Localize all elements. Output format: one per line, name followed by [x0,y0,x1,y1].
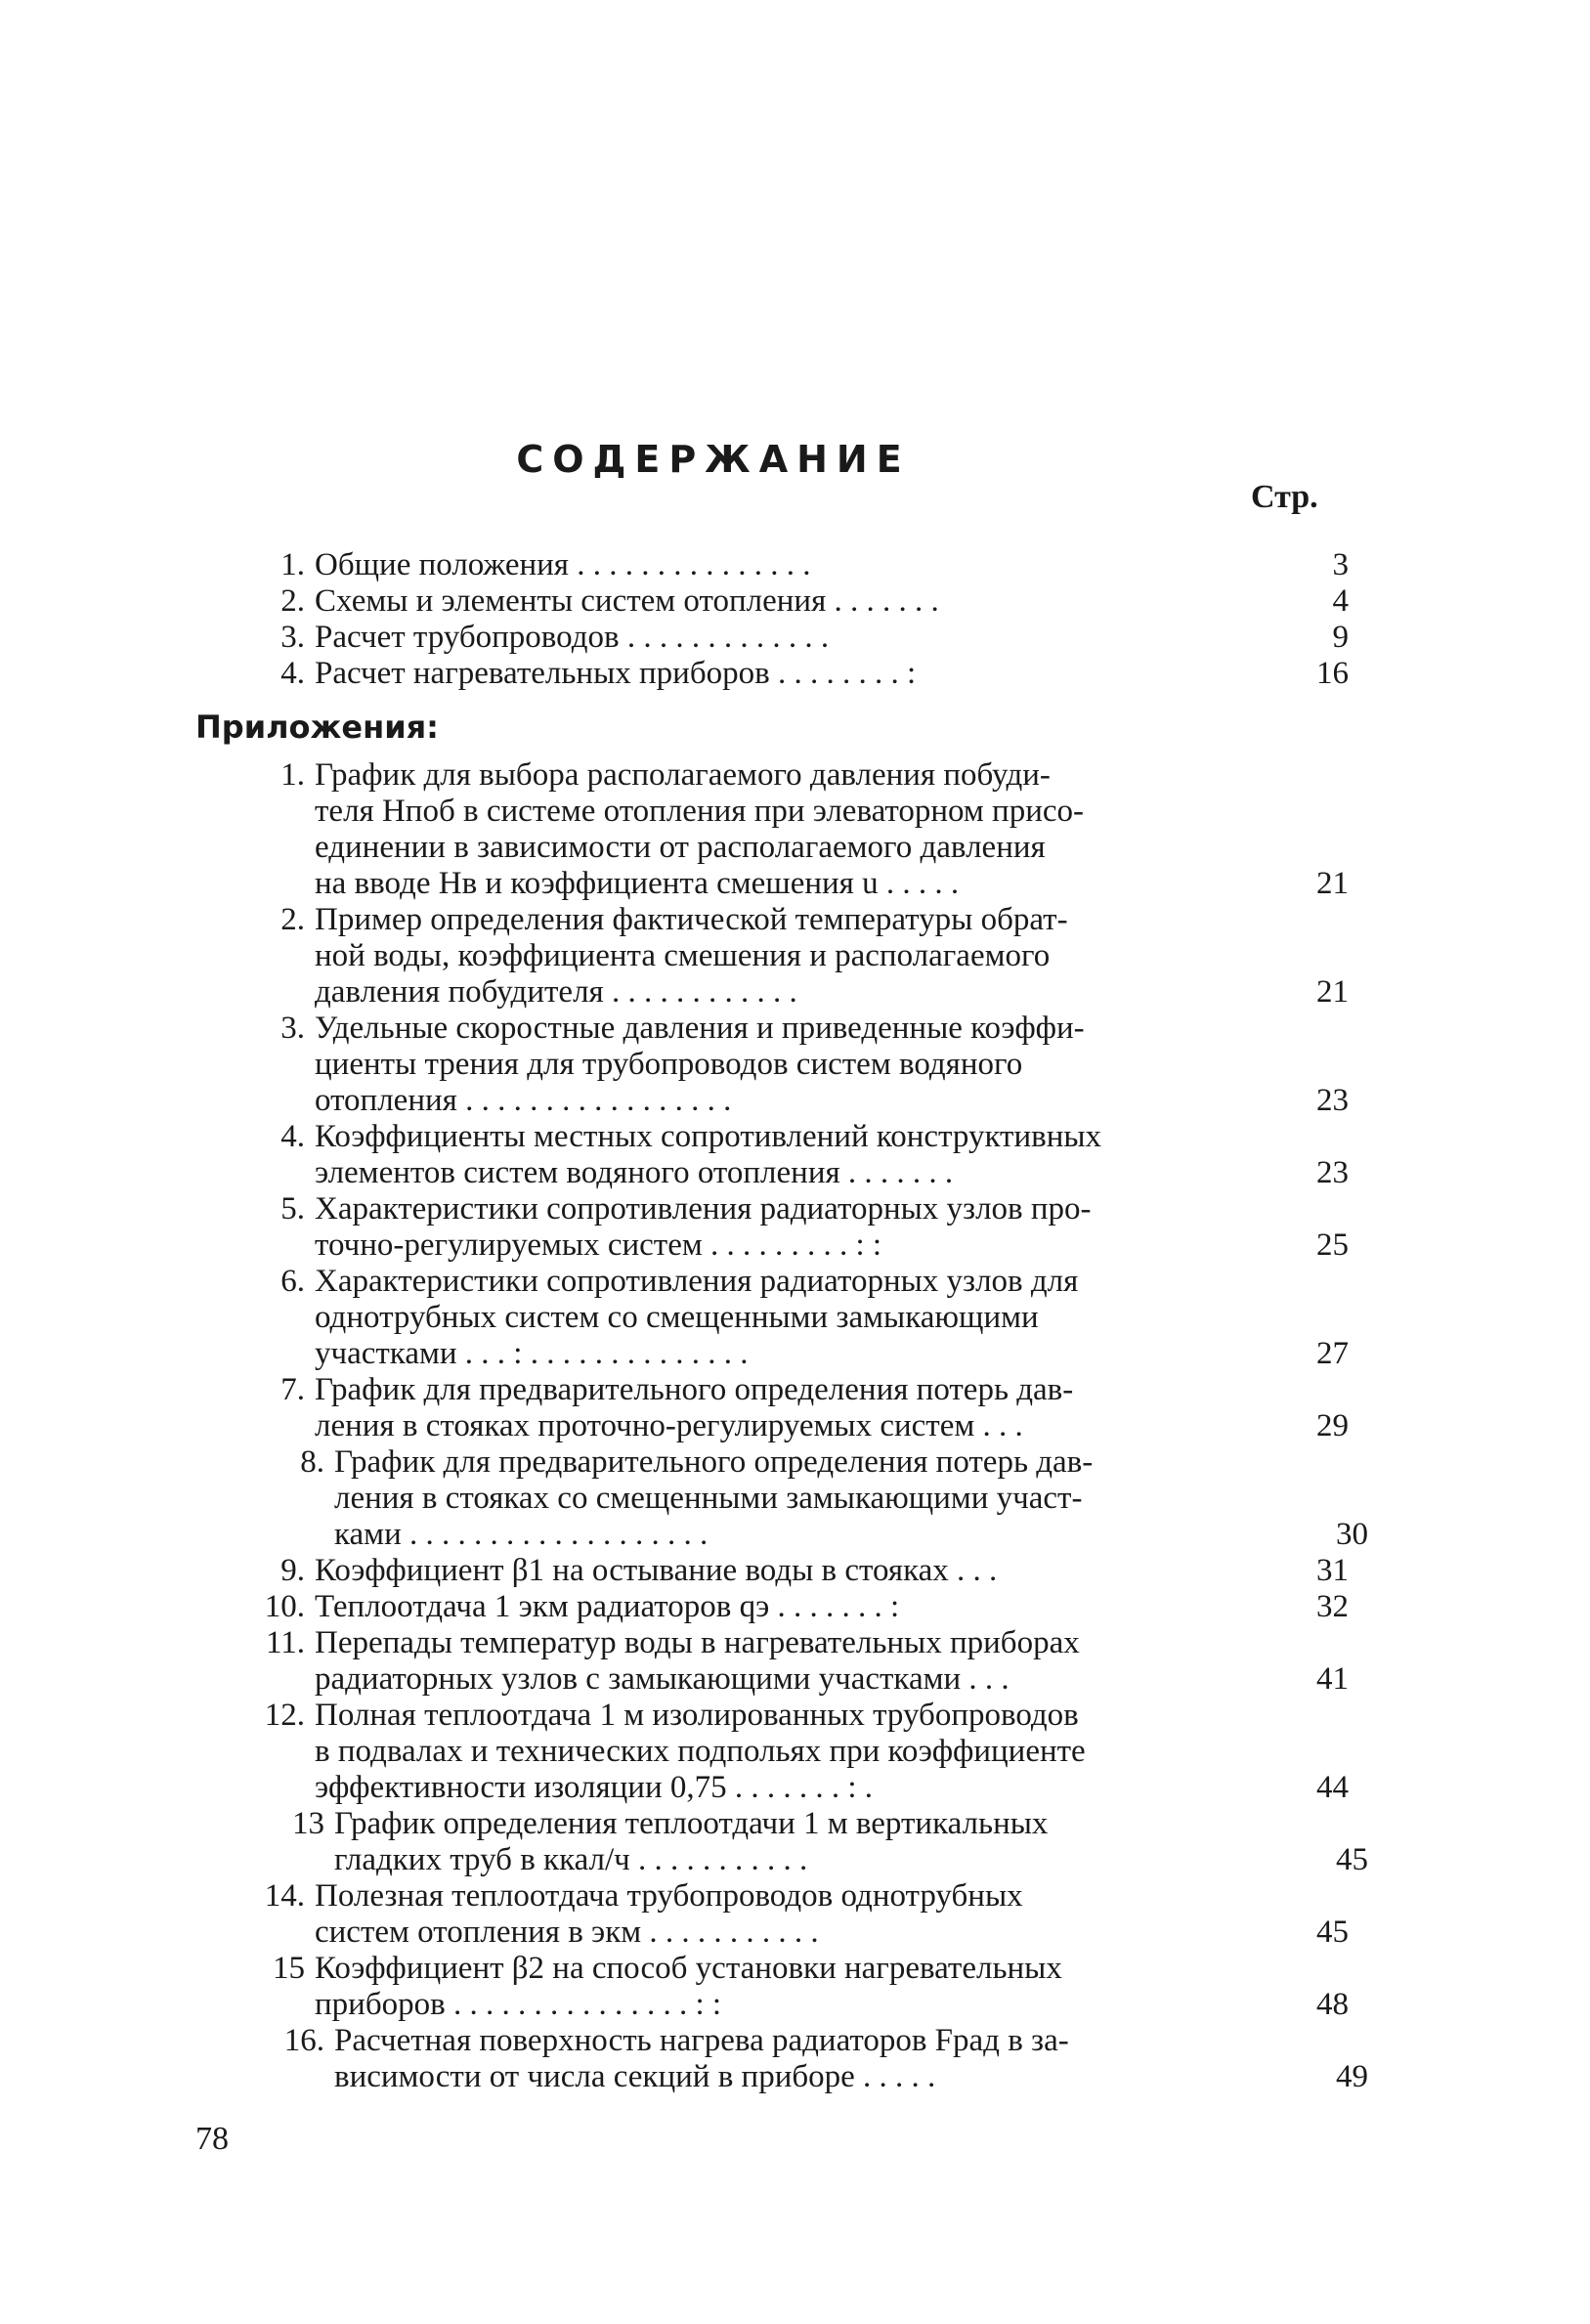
entry-line: Общие положения . . . . . . . . . . . . . . . [315,547,811,582]
entry-line: Расчет трубопроводов . . . . . . . . . . . . . [315,620,830,655]
entry-page: 45 [1316,1915,1349,1950]
entry-line: Коэффициент β2 на способ установки нагревательных [315,1951,1062,1986]
entry-line: теля Hпоб в системе отопления при элеваторном присо- [315,794,1085,829]
toc-entry [244,1589,1349,1625]
entry-number: 10. [264,1589,305,1624]
page-title: СОДЕРЖАНИЕ [516,438,911,481]
entry-page: 23 [1316,1083,1349,1118]
entry-line: Теплоотдача 1 экм радиаторов qэ . . . . . . . : [315,1589,900,1624]
toc-entry [244,1698,1349,1806]
entry-line: гладких труб в ккал/ч . . . . . . . . . . . [334,1842,808,1877]
entry-line: Схемы и элементы систем отопления . . . . . . . [315,583,939,619]
toc-entry [244,1951,1349,2023]
entry-number: 2. [280,902,305,937]
entry-text [315,1264,1339,1372]
entry-line: на вводе Hв и коэффициента смешения u . . . . . [315,866,960,901]
entry-page: 27 [1316,1336,1349,1371]
entry-line: давления побудителя . . . . . . . . . . . . [315,974,797,1010]
entry-line: ками . . . . . . . . . . . . . . . . . . . [334,1517,709,1552]
entry-text [315,757,1339,902]
entry-page: 49 [1336,2059,1368,2094]
entry-line: График для предварительного определения потерь дав- [334,1444,1094,1480]
entry-text [315,656,1339,692]
toc-entry [244,1553,1349,1589]
toc-entry [244,1119,1349,1191]
toc-entry [244,757,1349,902]
entry-text [315,547,1339,583]
entry-line: радиаторных узлов с замыкающими участками . . . [315,1661,1010,1697]
toc-entry [244,1011,1349,1119]
toc-entry [244,1191,1349,1264]
entry-page: 3 [1332,547,1349,582]
entry-page: 4 [1332,583,1349,619]
entry-line: однотрубных систем со смещенными замыкающими [315,1300,1039,1335]
entry-number: 9. [280,1553,305,1588]
entry-line: участками . . . : . . . . . . . . . . . . . . [315,1336,749,1371]
entry-number: 3. [280,1011,305,1046]
entry-number: 1. [280,757,305,793]
entry-line: Удельные скоростные давления и приведенные коэффи- [315,1011,1085,1046]
entry-line: единении в зависимости от располагаемого давления [315,830,1046,865]
entry-line: отопления . . . . . . . . . . . . . . . . . [315,1083,732,1118]
entry-line: ления в стояках проточно-регулируемых систем . . . [315,1408,1023,1443]
entry-line: Характеристики сопротивления радиаторных узлов для [315,1264,1079,1299]
entry-line: систем отопления в экм . . . . . . . . . . . [315,1915,819,1950]
toc-entry [264,1444,1368,1553]
entry-text [315,1878,1339,1951]
entry-number: 5. [280,1191,305,1227]
entry-text [315,1553,1339,1589]
entry-line: эффективности изоляции 0,75 . . . . . . . : . [315,1770,874,1805]
entry-line: точно-регулируемых систем . . . . . . . . . : : [315,1227,882,1263]
entry-page: 30 [1336,1517,1368,1552]
entry-text [315,1698,1339,1806]
entry-line: Перепады температур воды в нагревательных приборах [315,1625,1080,1660]
toc-entry [244,620,1349,656]
entry-text [334,2023,1358,2095]
entry-text [315,1589,1339,1625]
entry-page: 44 [1316,1770,1349,1805]
page-number: 78 [195,2121,229,2157]
toc-entry [244,902,1349,1011]
entry-page: 21 [1316,974,1349,1010]
entry-line: Полезная теплоотдача трубопроводов однотрубных [315,1878,1023,1914]
entry-text [334,1444,1358,1553]
toc-entry [244,1878,1349,1951]
entry-text [334,1806,1358,1878]
entry-line: График для предварительного определения потерь дав- [315,1372,1074,1407]
entry-text [315,1951,1339,2023]
entry-page: 41 [1316,1661,1349,1697]
entry-line: приборов . . . . . . . . . . . . . . . : : [315,1987,722,2022]
toc-entry [244,656,1349,692]
entry-line: Расчетная поверхность нагрева радиаторов Fрад в за- [334,2023,1069,2058]
toc-entry [244,583,1349,620]
entry-number: 6. [280,1264,305,1299]
entry-line: в подвалах и технических подпольях при коэффициенте [315,1734,1086,1769]
entry-text [315,620,1339,656]
entry-text [315,1191,1339,1264]
entry-number: 12. [264,1698,305,1733]
entry-line: циенты трения для трубопроводов систем водяного [315,1047,1023,1082]
entry-page: 25 [1316,1227,1349,1263]
entry-line: Пример определения фактической температуры обрат- [315,902,1068,937]
toc-entry [264,1806,1368,1878]
toc-entry [264,2023,1368,2095]
entry-page: 31 [1316,1553,1349,1588]
toc-entry [244,1372,1349,1444]
entry-number: 8. [300,1444,324,1480]
toc-entry [244,1264,1349,1372]
entry-page: 45 [1336,1842,1368,1877]
entry-page: 21 [1316,866,1349,901]
entry-line: График определения теплоотдачи 1 м вертикальных [334,1806,1049,1841]
page-column-header: Стр. [1251,479,1318,515]
entry-text [315,1625,1339,1698]
entry-text [315,902,1339,1011]
entry-line: Полная теплоотдача 1 м изолированных трубопроводов [315,1698,1079,1733]
entry-line: График для выбора располагаемого давления побуди- [315,757,1051,793]
entry-number: 16. [283,2023,324,2058]
entry-line: элементов систем водяного отопления . . . . . . . [315,1155,954,1190]
entry-number: 1. [280,547,305,582]
entry-number: 4. [280,656,305,691]
entry-number: 4. [280,1119,305,1154]
entry-line: ления в стояках со смещенными замыкающими участ- [334,1481,1083,1516]
entry-page: 48 [1316,1987,1349,2022]
entry-text [315,1011,1339,1119]
entry-number: 14. [264,1878,305,1914]
entry-page: 16 [1316,656,1349,691]
entry-line: Коэффициент β1 на остывание воды в стояках . . . [315,1553,998,1588]
entry-page: 9 [1332,620,1349,655]
entry-text [315,1372,1339,1444]
entry-line: Расчет нагревательных приборов . . . . . . . . : [315,656,917,691]
entry-page: 32 [1316,1589,1349,1624]
toc-entry [244,547,1349,583]
entry-line: висимости от числа секций в приборе . . . . . [334,2059,936,2094]
entry-page: 23 [1316,1155,1349,1190]
entry-text [315,583,1339,620]
entry-number: 2. [280,583,305,619]
entry-number: 7. [280,1372,305,1407]
appendix-heading: Приложения: [195,709,439,746]
entry-line: Характеристики сопротивления радиаторных узлов про- [315,1191,1092,1227]
entry-text [315,1119,1339,1191]
entry-number: 13 [292,1806,324,1841]
toc-entry [244,1625,1349,1698]
entry-number: 11. [265,1625,305,1660]
entry-line: Коэффициенты местных сопротивлений конструктивных [315,1119,1102,1154]
entry-number: 3. [280,620,305,655]
entry-number: 15 [273,1951,305,1986]
entry-page: 29 [1316,1408,1349,1443]
entry-line: ной воды, коэффициента смешения и располагаемого [315,938,1051,973]
